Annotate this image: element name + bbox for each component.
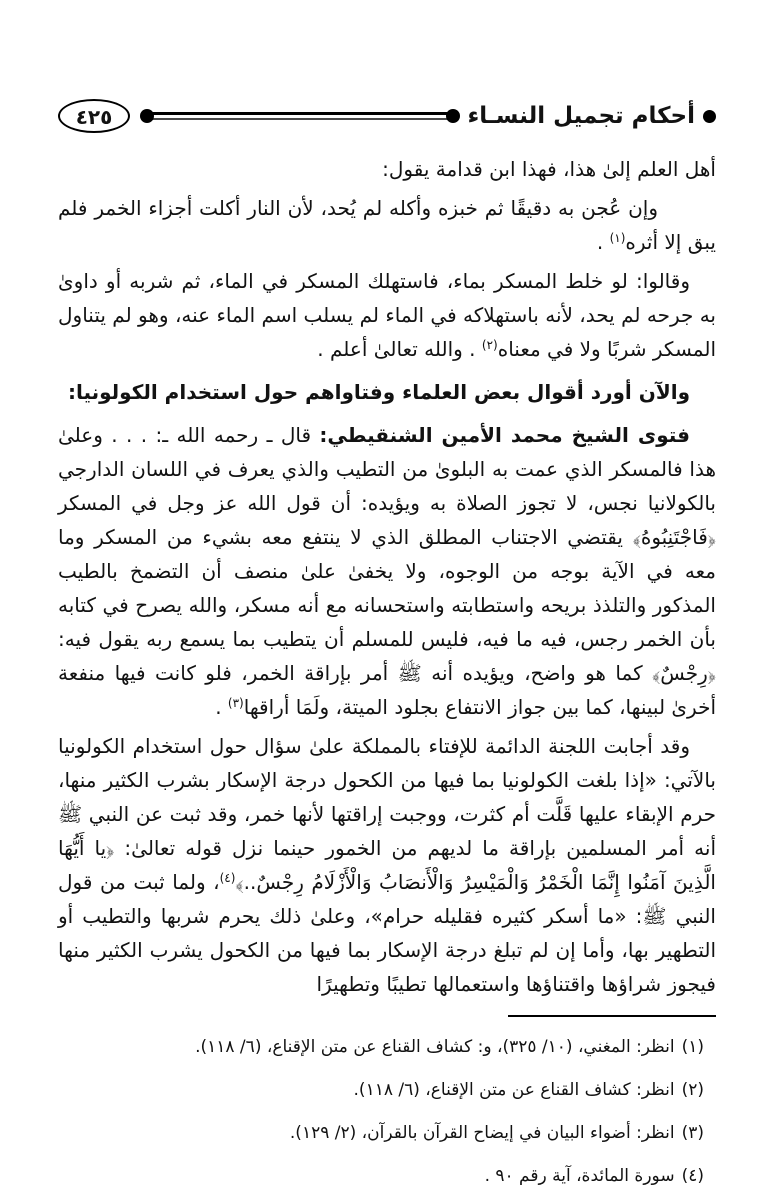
footnote-marker: (٣)	[681, 1123, 704, 1143]
footnote-marker: (٢)	[681, 1080, 704, 1100]
footnote-text: انظر: كشاف القناع عن متن الإقناع، (٦/ ١١٨).	[353, 1080, 675, 1100]
footnote-marker: (١)	[681, 1037, 704, 1057]
page-number-badge	[58, 99, 130, 133]
text-segment: .	[215, 695, 228, 719]
text-segment: . والله تعالىٰ أعلم .	[317, 337, 482, 361]
body-text	[58, 152, 716, 1001]
footnote-ref: (٣)	[227, 696, 244, 710]
footnote	[58, 1078, 716, 1102]
section-heading	[58, 375, 716, 409]
footnote-text: انظر: المغني، (١٠/ ٣٢٥)، و: كشاف القناع عن متن الإقناع، (٦/ ١١٨).	[195, 1037, 675, 1057]
footnote	[58, 1164, 716, 1188]
footnotes-section	[58, 1015, 716, 1188]
footnote-text: سورة المائدة، آية رقم ٩٠ .	[484, 1166, 675, 1186]
footnote-ref: (١)	[609, 231, 626, 245]
footnote-list	[58, 1035, 716, 1188]
text-segment: أهل العلم إلىٰ هذا، فهذا ابن قدامة يقول:	[382, 157, 716, 181]
page-header	[58, 96, 716, 136]
paragraph	[58, 152, 716, 186]
footnote	[58, 1035, 716, 1059]
text-segment: فتوى الشيخ محمد الأمين الشنقيطي:	[319, 423, 690, 447]
text-segment: ، ولما ثبت من قول النبي ﷺ: «ما أسكر كثيره فقليله حرام»، وعلىٰ ذلك يحرم شربها والتطيب أو التطهير بها، وأما إن لم تبلغ درجة الإسكار بما فيها من الكحول يشرب الكثير منها فيجوز شراؤها واقتناؤها واستعمالها تطيبًا وتطهيرًا	[58, 870, 716, 996]
text-segment: وإن عُجن به دقيقًا ثم خبزه وأكله لم يُحد، لأن النار أكلت أجزاء الخمر فلم يبق إلا أثره	[58, 196, 716, 254]
text-segment: وقالوا: لو خلط المسكر بماء، فاستهلك المسكر في الماء، ثم شربه أو داوىٰ به جرحه لم يحد، لأنه باستهلاكه في الماء لم يسلب اسم الماء عنه، وهو لم يتناول المسكر شربًا ولا في معناه	[58, 269, 716, 361]
book-title: أحكام تجميل النسـاء	[467, 103, 695, 129]
page-number: ٤٢٥	[75, 105, 113, 129]
footnote-ref: (٤)	[219, 871, 236, 885]
footnote-ref: (٢)	[481, 338, 498, 352]
text-segment: والآن أورد أقوال بعض العلماء وفتاواهم حول استخدام الكولونيا:	[67, 380, 690, 404]
text-segment: وقد أجابت اللجنة الدائمة للإفتاء بالمملكة علىٰ سؤال حول استخدام الكولونيا بالآتي: «إذا بلغت الكولونيا بما فيها من الكحول درجة الإسكار بشرب الكثير منها، حرم الإبقاء عليها قَلَّت أم كثرت، ووجبت إراقتها لأنها خمر، وقد ثبت عن النبي ﷺ أنه أمر المسلمين بإراقة ما لديهم من الخمور حينما نزل قوله تعالىٰ: ﴿يا أَيُّهَا الَّذِينَ آمَنُوا إِنَّمَا الْخَمْرُ وَالْمَيْسِرُ وَالْأَنصَابُ وَالْأَزْلَامُ رِجْسٌ..﴾	[58, 734, 716, 894]
footnote-separator	[508, 1015, 716, 1017]
bullet-icon	[446, 109, 460, 123]
footnote-marker: (٤)	[681, 1166, 704, 1186]
bullet-icon	[140, 109, 154, 123]
bullet-icon	[703, 110, 716, 123]
paragraph	[58, 191, 716, 259]
paragraph	[58, 264, 716, 366]
footnote	[58, 1121, 716, 1145]
text-segment: .	[596, 230, 610, 254]
footnote-text: انظر: أضواء البيان في إيضاح القرآن بالقرآن، (٢/ ١٢٩).	[289, 1123, 675, 1143]
header-rule	[140, 109, 460, 123]
divider-line	[151, 112, 449, 120]
text-segment: قال ـ رحمه الله ـ: . . . وعلىٰ هذا فالمسكر الذي عمت به البلوىٰ من التطيب والذي يعرف في اللسان الدارجي بالكولانيا نجس، لا تجوز الصلاة به ويؤيده: أن قول الله عز وجل في المسكر ﴿فَاجْتَنِبُوهُ﴾ يقتضي الاجتناب المطلق الذي لا ينتفع معه بشيء من المسكر وما معه في الآية بوجه من الوجوه، ولا يخفىٰ علىٰ منصف أن التضمخ بالطيب المذكور والتلذذ بريحه واستطابته واستحسانه مع أنه مسكر، والله يصرح في كتابه بأن الخمر رجس، فيه ما فيه، فليس للمسلم أن يتطيب بما يسمع ربه يقول فيه: ﴿رِجْسٌ﴾ كما هو واضح، ويؤيده أنه ﷺ أمر بإراقة الخمر، فلو كانت فيها منفعة أخرىٰ لبينها، كما بين جواز الانتفاع بجلود الميتة، ولَمَا أراقها	[58, 423, 716, 719]
paragraph	[58, 729, 716, 1001]
paragraph	[58, 418, 716, 724]
